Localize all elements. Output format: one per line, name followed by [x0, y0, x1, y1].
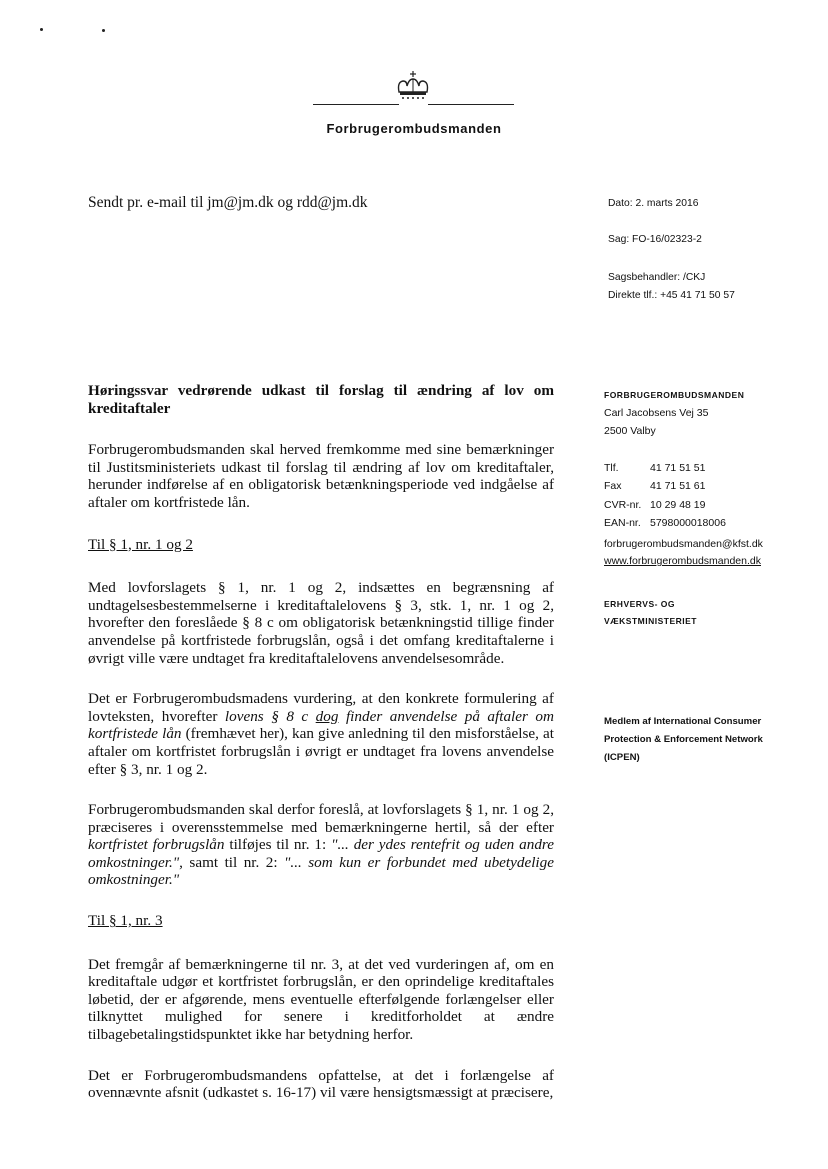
section1-paragraph-2	[88, 690, 554, 778]
sidebar-ministry	[604, 596, 734, 630]
sidebar-website-link[interactable]: www.forbrugerombudsmanden.dk	[604, 555, 761, 567]
section1-paragraph-3	[88, 801, 554, 889]
contact-value: 41 71 51 61	[650, 480, 706, 493]
header-rule-right	[428, 104, 514, 105]
sent-line: Sendt pr. e-mail til jm@jm.dk og rdd@jm.dk	[88, 194, 368, 211]
text-run: Forbrugerombudsmanden skal derfor foreslå, at lovforslagets § 1, nr. 1 og 2, præciseres i overensstemmelse med bemærkningerne hertil, så der efter	[88, 801, 554, 836]
crown-logo-icon	[393, 70, 433, 102]
meta-case-number: Sag: FO-16/02323-2	[608, 234, 702, 245]
emphasis-text: "... som kun er forbundet med ubetydelige omkostninger."	[88, 853, 554, 889]
meta-direct-phone: Direkte tlf.: +45 41 71 50 57	[608, 290, 735, 301]
contact-row-cvr	[604, 496, 726, 514]
text-run: , samt til nr. 2:	[179, 853, 285, 871]
section-heading-2: Til § 1, nr. 3	[88, 912, 163, 930]
sidebar-network-membership	[604, 713, 804, 767]
sidebar-address	[604, 404, 708, 441]
contact-row-phone	[604, 459, 726, 477]
letter-body	[88, 382, 554, 1102]
scan-speck	[40, 28, 43, 31]
contact-label: Fax	[604, 480, 622, 493]
text-run: Det er Forbrugerombudsmadens vurdering, at den konkrete formulering af lovteksten, hvorefter	[88, 690, 554, 725]
address-city: 2500 Valby	[604, 425, 656, 438]
scan-speck	[102, 29, 105, 32]
section2-paragraph-1: Det fremgår af bemærkningerne til nr. 3, at det ved vurderingen af, om en kreditaftale udgør et kortfristet forbrugslån, er den oprindelige kreditaftales løbetid, der er afgørende, mens eventuelle efterfølgende forlængelser eller tilknyttet mulighed for senere i kreditforholdet at ændre tilbagebetalingstidspunktet ikke har betydning herfor.	[88, 955, 554, 1044]
contact-row-ean	[604, 514, 726, 532]
contact-label: EAN-nr.	[604, 517, 641, 530]
emphasis-text: kortfristet forbrugslån	[88, 836, 225, 854]
contact-value: 5798000018006	[650, 517, 726, 530]
letter-title: Høringssvar vedrørende udkast til forslag til ændring af lov om kreditaftaler	[88, 382, 554, 417]
contact-value: 41 71 51 51	[650, 462, 706, 474]
network-line: Protection & Enforcement Network	[604, 734, 763, 745]
emphasis-text: lovens § 8 c	[224, 707, 316, 725]
contact-row-fax	[604, 477, 726, 495]
sidebar-email[interactable]: forbrugerombudsmanden@kfst.dk	[604, 538, 763, 550]
network-line: Medlem af International Consumer	[604, 716, 762, 727]
ministry-line: ERHVERVS- OG	[604, 599, 676, 609]
brand-name: Forbrugerombudsmanden	[326, 121, 502, 136]
address-street: Carl Jacobsens Vej 35	[604, 407, 709, 419]
contact-value: 10 29 48 19	[650, 498, 706, 511]
section-heading-1: Til § 1, nr. 1 og 2	[88, 535, 193, 553]
meta-case-handler: Sagsbehandler: /CKJ	[608, 272, 706, 283]
emphasis-text: "... der ydes rentefrit og uden andre omkostninger."	[88, 836, 554, 871]
sidebar-contact-list	[604, 459, 726, 533]
contact-label: CVR-nr.	[604, 498, 642, 511]
header-rule-left	[313, 104, 399, 105]
emphasis-underlined-text: dog	[315, 707, 339, 725]
meta-date: Dato: 2. marts 2016	[608, 198, 699, 209]
text-run: tilføjes til nr. 1:	[224, 836, 332, 854]
emphasis-text: finder anvendelse på aftaler om kortfristede lån	[88, 707, 554, 743]
section1-paragraph-1: Med lovforslagets § 1, nr. 1 og 2, indsættes en begrænsning af undtagelsesbestemmelserne i kreditaftalelovens § 3, stk. 1, nr. 1 og 2, hvorefter den foreslåede § 8 c om obligatorisk betænkningstid tillige finder anvendelse på kortfristede forbrugslån, også i det omfang kreditaftalerne i øvrigt ville være undtaget fra kreditaftalelovens anvendelsesområde.	[88, 579, 554, 667]
ministry-line: VÆKSTMINISTERIET	[604, 616, 698, 626]
section2-paragraph-2: Det er Forbrugerombudsmandens opfattelse, at det i forlængelse af ovennævnte afsnit (udkastet s. 16-17) vil være hensigtsmæssigt at præcisere,	[88, 1066, 554, 1102]
intro-paragraph: Forbrugerombudsmanden skal herved fremkomme med sine bemærkninger til Justitsministeriets udkast til forslag til ændring af lov om kreditaftaler, herunder indførelse af en obligatorisk betænkningsperiode ved indgåelse af aftaler om kortfristede lån.	[88, 441, 554, 511]
contact-label: Tlf.	[604, 462, 619, 474]
network-line: (ICPEN)	[604, 752, 640, 763]
sidebar-org-name: FORBRUGEROMBUDSMANDEN	[604, 390, 745, 400]
text-run: (fremhævet her), kan give anledning til den misforståelse, at aftaler om kortfristet forbrugslån i øvrigt er undtaget fra lovens anvendelse efter § 3, nr. 1 og 2.	[88, 725, 554, 778]
